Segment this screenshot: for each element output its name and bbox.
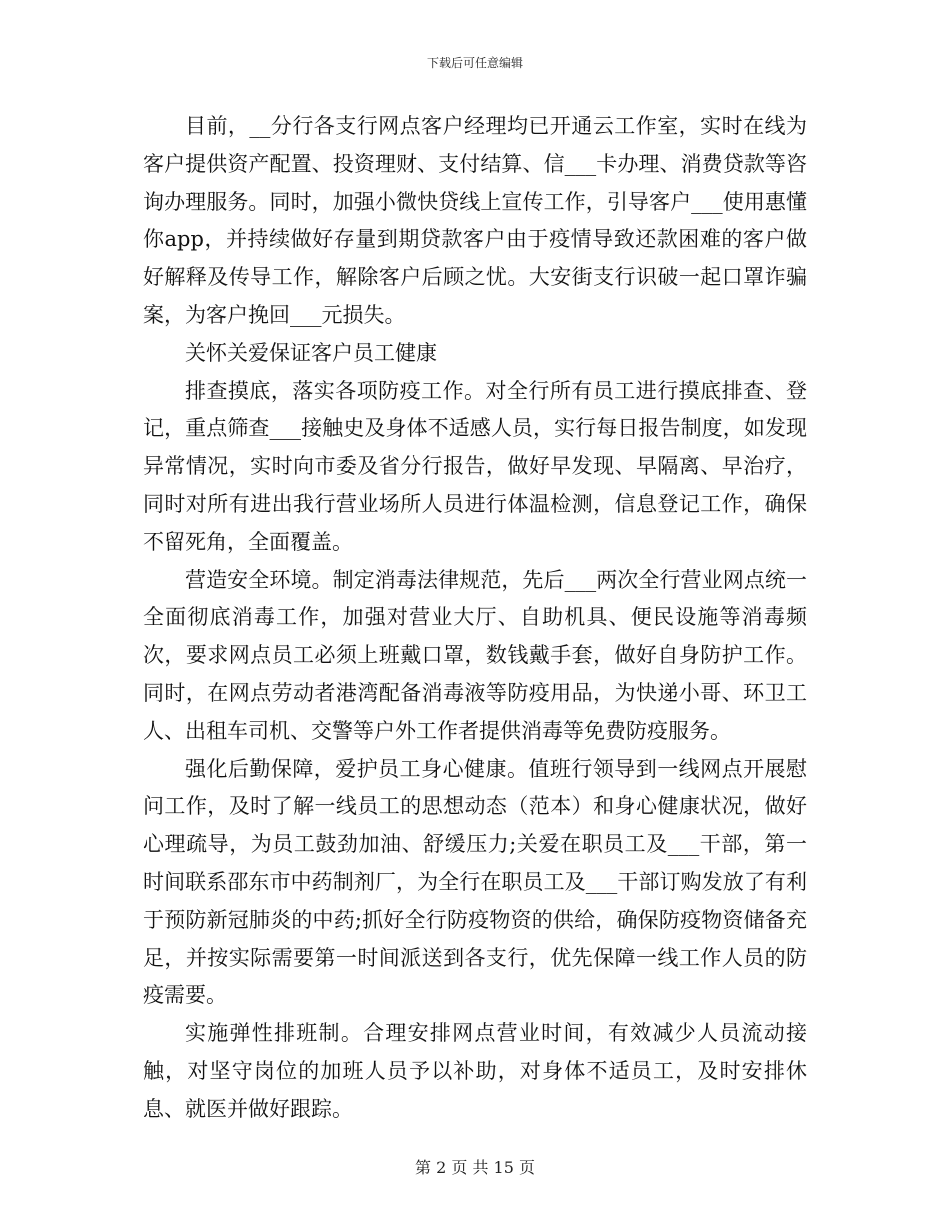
paragraph-flexible-shifts: 实施弹性排班制。合理安排网点营业时间，有效减少人员流动接触，对坚守岗位的加班人员予以补助，对身体不适员工，及时安排休息、就医并做好跟踪。 (143, 1021, 807, 1121)
section-heading-care: 关怀关爱保证客户员工健康 (185, 340, 437, 365)
paragraph-cloud-studio: 目前，__分行各支行网点客户经理均已开通云工作室，实时在线为客户提供资产配置、投资理财、支付结算、信___卡办理、消费贷款等咨询办理服务。同时，加强小微快贷线上宣传工作，引导客户___使用惠懂你app，并持续做好存量到期贷款客户由于疫情导致还款困难的客户做好解释及传导工作，解除客户后顾之忧。大安街支行识破一起口罩诈骗案，为客户挽回___元损失。 (143, 114, 807, 327)
page-number: 第 2 页 共 15 页 (415, 1158, 535, 1177)
paragraph-safe-environment: 营造安全环境。制定消毒法律规范，先后___两次全行营业网点统一全面彻底消毒工作，加强对营业大厅、自助机具、便民设施等消毒频次，要求网点员工必须上班戴口罩，数钱戴手套，做好自身防护工作。同时，在网点劳动者港湾配备消毒液等防疫用品，为快递小哥、环卫工人、出租车司机、交警等户外工作者提供消毒等免费防疫服务。 (143, 567, 807, 743)
paragraph-logistics: 强化后勤保障，爱护员工身心健康。值班行领导到一线网点开展慰问工作，及时了解一线员工的思想动态（范本）和身心健康状况，做好心理疏导，为员工鼓劲加油、舒缓压力;关爱在职员工及___干部，第一时间联系邵东市中药制剂厂，为全行在职员工及___干部订购发放了有利于预防新冠肺炎的中药;抓好全行防疫物资的供给，确保防疫物资储备充足，并按实际需要第一时间派送到各支行，优先保障一线工作人员的防疫需要。 (143, 756, 807, 1008)
document-body (143, 108, 807, 1129)
paragraph-screening: 排查摸底，落实各项防疫工作。对全行所有员工进行摸底排查、登记，重点筛查___接触史及身体不适感人员，实行每日报告制度，如发现异常情况，实时向市委及省分行报告，做好早发现、早隔离、早治疗，同时对所有进出我行营业场所人员进行体温检测，信息登记工作，确保不留死角，全面覆盖。 (143, 378, 807, 554)
page-header: 下载后可任意编辑 (426, 56, 523, 70)
